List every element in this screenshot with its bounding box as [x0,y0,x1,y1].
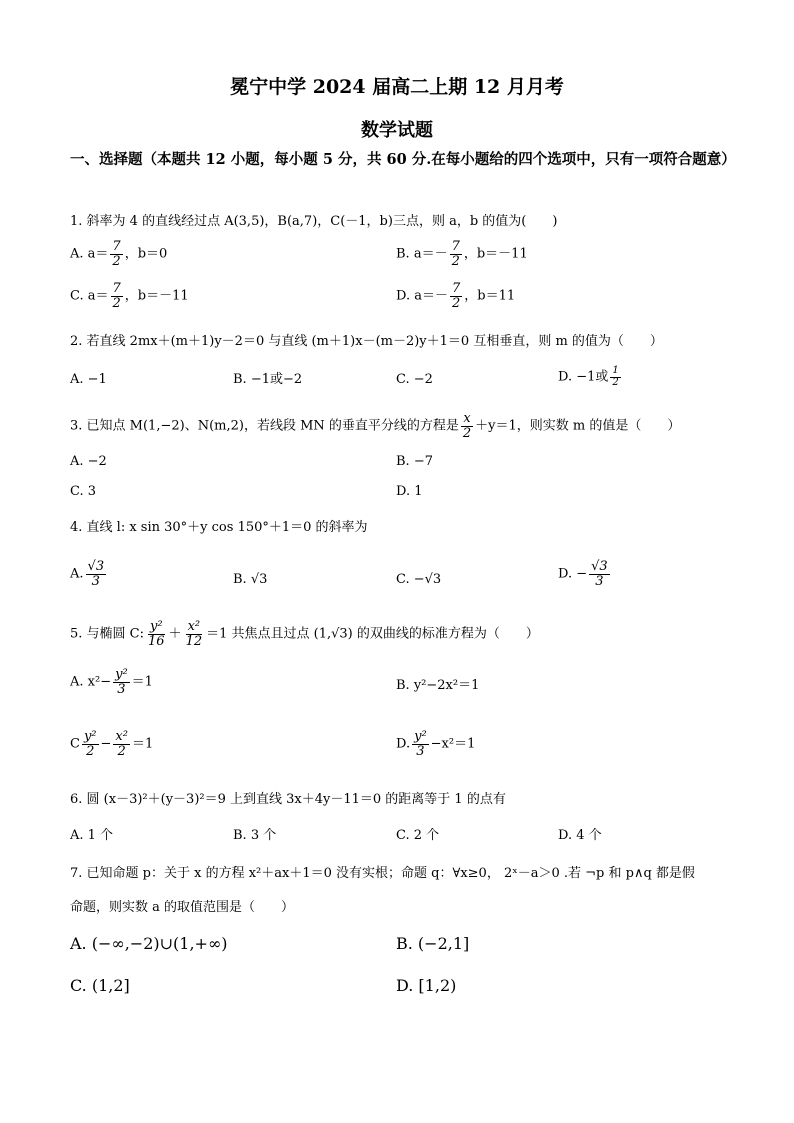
question-3-option-c: C. 3 [70,484,97,499]
question-1-option-d: D. a＝－ $\frac{7}{2}$ ，b＝11 [396,281,516,311]
question-7-stem-line-2: 命题，则实数 a 的取值范围是（ ） [70,900,295,915]
question-3-stem: 3. 已知点 M(1,−2)、N(m,2)，若线段 MN 的垂直平分线的方程是 $\frac{x}{2}$ ＋y＝1，则实数 m 的值是（ ） [70,411,681,441]
question-2-option-d: D. −1或 $\frac{1}{2}$ [558,365,619,388]
question-7-option-a: A. (−∞,−2)∪(1,+∞) [70,934,228,953]
question-7-option-c: C. (1,2] [70,976,130,995]
question-7-option-d: D. [1,2) [396,976,457,995]
question-1-option-c: C. a＝ $\frac{7}{2}$ ，b＝－11 [70,281,189,311]
question-3-option-b: B. −7 [396,454,433,469]
section-heading: 一、选择题（本题共 12 小题，每小题 5 分，共 60 分.在每小题给的四个选项中，只有一项符合题意） [70,151,736,168]
question-3-option-d: D. 1 [396,484,423,499]
question-6-option-b: B. 3 个 [233,828,277,843]
question-4-option-a: A. $\frac{√3}{3}$ [70,559,105,589]
question-5-option-a: A. x²− $\frac{\text{y²}}{3}$ ＝1 [70,667,153,697]
question-6-option-c: C. 2 个 [396,828,440,843]
question-4-option-d: D. − $\frac{√3}{3}$ [558,559,608,589]
question-1-option-b: B. a＝－ $\frac{7}{2}$ ，b＝－11 [396,239,528,269]
question-3-option-a: A. −2 [70,454,107,469]
exam-subtitle: 数学试题 [361,120,433,141]
exam-title: 冕宁中学 2024 届高二上期 12 月月考 [230,76,564,98]
question-5-option-c: C $\frac{\text{y²}}{2}$ − $\frac{\text{x²}}{2}$ ＝1 [70,729,154,759]
question-6-option-a: A. 1 个 [70,828,114,843]
question-7-option-b: B. (−2,1] [396,934,470,953]
question-1-option-a: A. a＝ $\frac{7}{2}$ ，b＝0 [70,239,168,269]
question-4-option-c: C. −√3 [396,572,442,587]
question-6-option-d: D. 4 个 [558,828,602,843]
question-5-option-b: B. y²−2x²＝1 [396,678,480,693]
question-7-stem-line-1: 7. 已知命题 p：关于 x 的方程 x²＋ax＋1＝0 没有实根；命题 q：∀x≥0， 2ˣ－a＞0 .若 ¬p 和 p∧q 都是假 [70,866,695,881]
question-4-stem: 4. 直线 l: x sin 30°＋y cos 150°＋1＝0 的斜率为 [70,520,368,535]
question-2-option-b: B. −1或−2 [233,372,303,387]
question-1-stem: 1. 斜率为 4 的直线经过点 A(3,5)，B(a,7)，C(－1，b)三点，则 a，b 的值为( ) [70,214,558,229]
question-2-option-a: A. −1 [70,372,107,387]
question-6-stem: 6. 圆 (x－3)²＋(y－3)²＝9 上到直线 3x＋4y－11＝0 的距离等于 1 的点有 [70,792,506,807]
question-4-option-b: B. √3 [233,572,268,587]
question-5-option-d: D. $\frac{\text{y²}}{3}$ −x²＝1 [396,729,476,759]
question-2-stem: 2. 若直线 2mx＋(m＋1)y－2＝0 与直线 (m＋1)x－(m－2)y＋1＝0 互相垂直，则 m 的值为（ ） [70,334,663,349]
question-5-stem: 5. 与椭圆 C: $\frac{\text{y²}}{16}$ ＋ $\frac{\text{x²}}{12}$ ＝1 共焦点且过点 (1,√3) 的双曲线的标准方程为（ ） [70,619,539,649]
question-2-option-c: C. −2 [396,372,433,387]
